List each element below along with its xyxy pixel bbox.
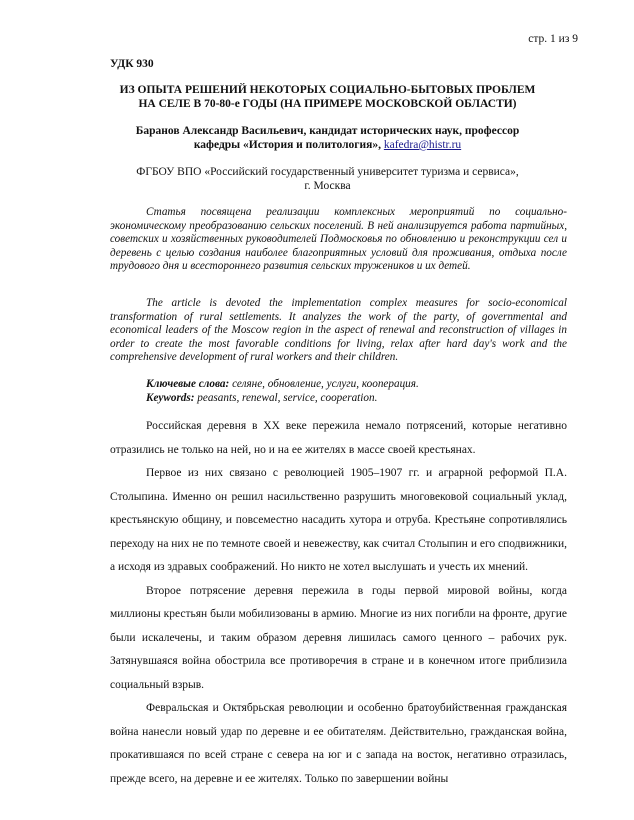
affiliation	[100, 165, 555, 193]
body-paragraph-3: Второе потрясение деревня пережила в годы первой мировой войны, когда миллионы крестьян были мобилизованы в армию. Многие из них погибли на фронте, другие были искалечены, и таким образом деревня лишилась самого ценного – рабочих рук. Затянувшаяся война обострила все противоречия в стране и в конечном итоге приблизила социальный взрыв.	[110, 584, 567, 691]
affiliation-line-1: ФГБОУ ВПО «Российский государственный университет туризма и сервиса»,	[136, 166, 519, 178]
keywords-en-label: Keywords:	[146, 391, 195, 404]
author-department: кафедры «История и политология»,	[193, 139, 384, 151]
udc-code: УДК 930	[110, 58, 154, 70]
body-paragraph-4: Февральская и Октябрьская революции и особенно братоубийственная гражданская война нанесли новый удар по деревне и ее обитателям. Действительно, гражданская война, прокатившаяся по всей стране с севера на юг и с запада на восток, негативно отразилась, прежде всего, на деревне и ее жителях. Только по завершении войны	[110, 702, 567, 785]
page-number: стр. 1 из 9	[528, 33, 578, 45]
affiliation-line-2: г. Москва	[304, 180, 351, 192]
abstract-russian: Статья посвящена реализации комплексных мероприятий по социально-экономическому преобразованию сельских поселений. В ней анализируется работа партийных, советских и хозяйственных руководителей Подмосковья по обновлению и реконструкции сел и деревень с целью создания наиболее благоприятных условий для проживания, отдыха после трудового дня и всестороннего развития сельских тружеников и их детей.	[110, 206, 567, 272]
title-line-2: НА СЕЛЕ В 70-80-е ГОДЫ (НА ПРИМЕРЕ МОСКОВСКОЙ ОБЛАСТИ)	[138, 98, 517, 110]
keywords-block	[146, 378, 566, 405]
keywords-ru-label: Ключевые слова:	[146, 378, 230, 390]
author-line-1: Баранов Александр Васильевич, кандидат исторических наук, профессор	[135, 125, 520, 137]
abstract-english: The article is devoted the implementation complex measures for socio-economical transformation of rural settlements. It analyzes the work of the party, of governmental and economical leaders of the Moscow region in the aspect of renewal and reconstruction of villages in order to create the most favorable conditions for living, relax after hard day's work and the comprehensive development of rural workers and their children.	[110, 297, 567, 363]
author-line-2	[100, 138, 555, 152]
article-title	[100, 83, 555, 111]
author-block	[100, 124, 555, 152]
body-paragraph-2: Первое из них связано с революцией 1905–1907 гг. и аграрной реформой П.А. Столыпина. Именно он решил насильственно разрушить многовековой социальный уклад, крестьянскую общину, и повсеместно насадить хутора и отруба. Крестьяне сопротивлялись переходу на них не по темноте своей и невежеству, как считал Столыпин и его сподвижники, а исходя из здравых соображений. Но никто не хотел выслушать и учесть их мнений.	[110, 467, 567, 573]
body-paragraph-1: Российская деревня в ХХ веке пережила немало потрясений, которые негативно отразились не только на ней, но и на ее жителях в массе своей крестьянах.	[110, 420, 567, 456]
keywords-en-value: peasants, renewal, service, cooperation.	[194, 391, 378, 404]
title-line-1: ИЗ ОПЫТА РЕШЕНИЙ НЕКОТОРЫХ СОЦИАЛЬНО-БЫТОВЫХ ПРОБЛЕМ	[119, 84, 536, 96]
author-email-link[interactable]: kafedra@histr.ru	[383, 139, 462, 151]
keywords-ru	[146, 378, 566, 392]
body-text	[110, 415, 567, 791]
keywords-ru-value: селяне, обновление, услуги, кооперация.	[229, 378, 419, 390]
keywords-en	[146, 392, 566, 406]
